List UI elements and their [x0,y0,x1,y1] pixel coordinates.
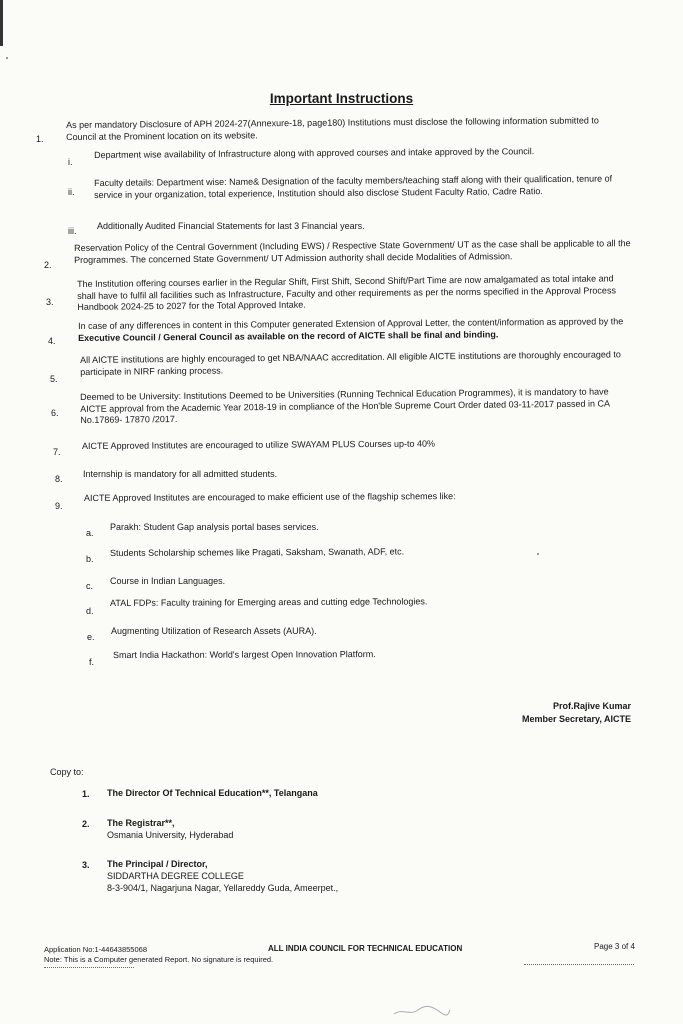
copy-entry-line: SIDDARTHA DEGREE COLLEGE [107,871,244,881]
footer-note: Note: This is a Computer generated Report. No signature is required. [44,955,274,964]
item-number: 3. [46,297,54,307]
scan-speck [537,553,539,555]
sub-item-text: Department wise availability of Infrastructure along with approved courses and intake approved by the Council. [94,146,535,160]
item-number: 8. [55,474,63,484]
page-title: Important Instructions [269,91,414,106]
application-number: Application No:1-44643855068 [44,945,147,954]
item-number: 2. [44,260,52,270]
sub-item-number: ii. [68,187,75,197]
item-number: 1. [36,134,44,144]
sub-item-number: c. [86,581,94,591]
cutoff-text-line [524,964,634,968]
item-text [78,316,633,344]
sub-item-text: Course in Indian Languages. [110,576,226,586]
item-number: 4. [48,336,56,346]
item-text: Deemed to be University: Institutions Deemed to be Universities (Running Technical Education Programmes), it is mandatory to have AICTE approval from the Academic Year 2018-19 in compliance of the Hon'ble Supreme Court Order dated 03-11-2017 passed in CA No.17869- 17870 /2017. [80,386,610,425]
scan-smudge [392,1004,452,1016]
item-number: 6. [51,408,59,418]
sub-item-text: Augmenting Utilization of Research Assets (AURA). [111,626,317,636]
item-text: All AICTE institutions are highly encouraged to get NBA/NAAC accreditation. All eligible AICTE institutions are thoroughly encouraged to participate in NIRF ranking process. [80,349,621,377]
sub-item-number: e. [87,632,95,642]
item-text: AICTE Approved Institutes are encouraged to utilize SWAYAM PLUS Courses up-to 40% [82,438,436,451]
copy-entry-line: Osmania University, Hyderabad [107,830,234,840]
sub-item-text: Parakh: Student Gap analysis portal bases services. [110,522,319,532]
item-number: 5. [50,374,58,384]
sub-item-text: Additionally Audited Financial Statements for last 3 Financial years. [97,221,365,231]
scan-edge-mark [0,0,3,46]
item-text: As per mandatory Disclosure of APH 2024-27(Annexure-18, page180) Institutions must disclose the following information submitted to Council at the Prominent location on its website. [66,115,599,142]
sub-item-number: i. [68,157,73,167]
sub-item-text: Students Scholarship schemes like Pragati, Saksham, Swanath, ADF, etc. [110,546,405,558]
item-text: AICTE Approved Institutes are encouraged to make efficient use of the flagship schemes like: [84,491,456,503]
copy-number: 3. [82,860,90,870]
cutoff-text-line [44,967,134,971]
copy-entry-line: The Principal / Director, [107,859,208,869]
sub-item-number: a. [86,528,94,538]
sub-item-text: Smart India Hackathon: World's largest Open Innovation Platform. [113,649,376,660]
copy-entry-line: The Registrar**, [107,818,175,828]
item-text-regular: In case of any differences in content in this Computer generated Extension of Approval Letter, the content/information as approved by the [78,316,624,331]
item-number: 7. [53,447,61,457]
sub-item-number: d. [86,606,94,616]
copy-entry [107,787,318,799]
item-text: Reservation Policy of the Central Government (Including EWS) / Respective State Government/ UT as the case shall be applicable to all the Programmes. The concerned State Government/ UT Admission authority shall decide Modalities of Admission. [74,238,631,265]
item-text-bold: Executive Council / General Council as available on the record of AICTE shall be final and binding. [78,328,499,343]
copy-number: 2. [82,819,90,829]
item-text: Internship is mandatory for all admitted students. [83,469,278,479]
copy-entry [107,817,233,841]
scan-speck [6,57,8,59]
item-text: The Institution offering courses earlier in the Regular Shift, First Shift, Second Shift/Part Time are now amalgamated as total intake and shall have to fulfil all facilities such as Infrastructure, Faculty and other requirements as per the norms specified in the Approval Process Handbook 2024-25 to 2027 for the Total Approved Intake. [77,273,616,312]
copy-entry [107,858,338,894]
sub-item-text: ATAL FDPs: Faculty training for Emerging areas and cutting edge Technologies. [110,596,428,608]
signature-block [522,700,631,726]
copy-entry-line: 8-3-904/1, Nagarjuna Nagar, Yellareddy Guda, Ameerpet., [107,883,339,893]
sub-item-text: Faculty details: Department wise: Name& Designation of the faculty members/teaching staff along with their qualification, tenure of service in your organization, total experience, Institution should also disclose Student Faculty Ratio, Cadre Ratio. [94,173,613,200]
copy-number: 1. [82,789,90,799]
signatory-name: Prof.Rajive Kumar [552,701,631,711]
page-number: Page 3 of 4 [594,942,635,951]
sub-item-number: f. [89,657,95,667]
sub-item-number: b. [86,554,94,564]
copy-to-label: Copy to: [50,767,84,777]
sub-item-number: iii. [68,226,77,236]
copy-entry-line: The Director Of Technical Education**, Telangana [107,788,318,798]
signatory-designation: Member Secretary, AICTE [521,714,631,724]
item-number: 9. [55,501,63,511]
footer-organization: ALL INDIA COUNCIL FOR TECHNICAL EDUCATION [268,944,463,953]
